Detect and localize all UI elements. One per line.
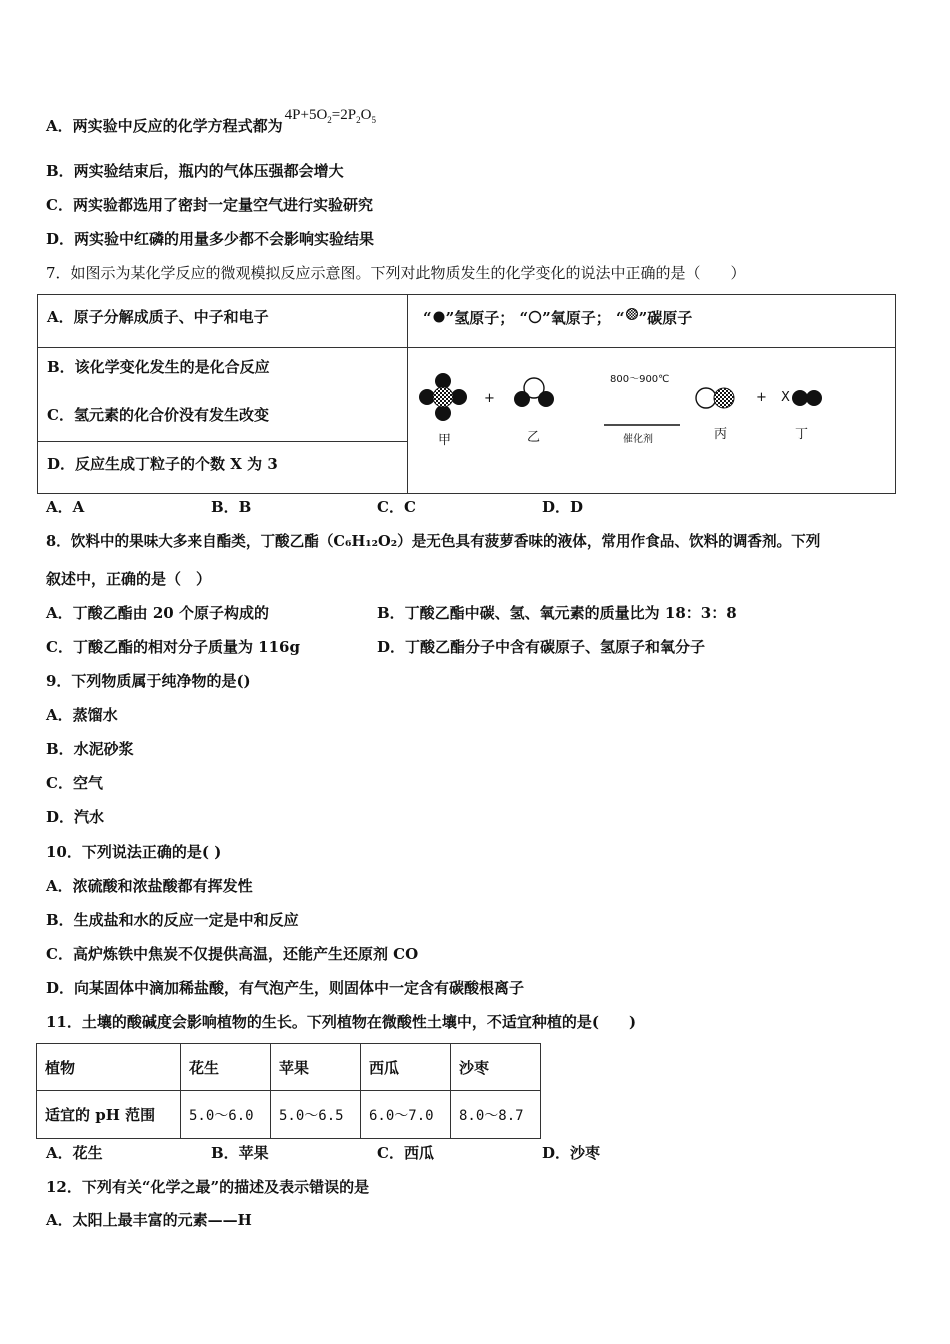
q10-option-c: C．高炉炼铁中焦炭不仅提供高温，还能产生还原剂 CO <box>46 945 419 963</box>
carbon-atom-icon <box>625 307 639 321</box>
label-ding: 丁 <box>795 427 809 442</box>
q9-option-d: D．汽水 <box>46 808 105 826</box>
hydrogen-atom-icon <box>432 310 446 324</box>
carbon-monoxide-molecule <box>696 388 734 408</box>
q6-equation: $4P+5O_2=2P_2O_5$ <box>284 107 376 125</box>
q9-stem: 9．下列物质属于纯净物的是() <box>46 672 251 690</box>
q7-table <box>37 294 896 494</box>
water-molecule <box>514 378 554 407</box>
table-cell: 5.0～6.5 <box>271 1091 361 1139</box>
label-bing: 丙 <box>714 427 728 442</box>
q8-stem-line2: 叙述中，正确的是（ ） <box>46 570 212 588</box>
q7-stem: 7．如图示为某化学反应的微观模拟反应示意图。下列对此物质发生的化学变化的说法中正确的是（ ） <box>46 264 746 282</box>
table-cell: 适宜的 pH 范围 <box>37 1091 181 1139</box>
q7-reaction-diagram <box>408 348 895 493</box>
q6-option-c: C．两实验都选用了密封一定量空气进行实验研究 <box>46 196 373 214</box>
q6-option-a <box>46 107 376 142</box>
q7-legend: “ ”氢原子； “ ”氧原子； “ ”碳原子 <box>423 309 693 327</box>
q8-option-b: B．丁酸乙酯中碳、氢、氧元素的质量比为 18：3：8 <box>377 604 737 622</box>
q9-option-c: C．空气 <box>46 774 103 792</box>
table-header-cell: 植物 <box>37 1044 181 1091</box>
q11-choice-a: A．花生 <box>46 1144 103 1162</box>
q8-option-a: A．丁酸乙酯由 20 个原子构成的 <box>46 604 269 622</box>
q7-row-a: A．原子分解成质子、中子和电子 <box>47 308 269 326</box>
q8-option-c: C．丁酸乙酯的相对分子质量为 116g <box>46 638 300 656</box>
q12-stem: 12．下列有关“化学之最”的描述及表示错误的是 <box>46 1178 370 1196</box>
table-header-cell: 西瓜 <box>361 1044 451 1091</box>
q7-choice-d: D．D <box>542 498 584 516</box>
reaction-condition: 800～900℃ <box>610 374 670 385</box>
plus-sign-1: + <box>484 391 495 406</box>
table-header-cell: 沙枣 <box>451 1044 541 1091</box>
table-cell: 5.0～6.0 <box>181 1091 271 1139</box>
label-jia: 甲 <box>438 433 452 448</box>
q12-option-a: A．太阳上最丰富的元素——H <box>46 1211 252 1229</box>
table-cell: 6.0～7.0 <box>361 1091 451 1139</box>
oxygen-atom-icon <box>528 310 542 324</box>
methane-molecule <box>419 373 467 421</box>
q9-option-b: B．水泥砂浆 <box>46 740 134 758</box>
q7-row-b: B．该化学变化发生的是化合反应 <box>47 358 270 376</box>
q10-option-d: D．向某固体中滴加稀盐酸，有气泡产生，则固体中一定含有碳酸根离子 <box>46 979 525 997</box>
q6-option-a-text: A．两实验中反应的化学方程式都为 <box>46 117 283 135</box>
q9-option-a: A．蒸馏水 <box>46 706 118 724</box>
q6-option-d: D．两实验中红磷的用量多少都不会影响实验结果 <box>46 230 375 248</box>
q10-option-a: A．浓硫酸和浓盐酸都有挥发性 <box>46 877 253 895</box>
q7-choice-a: A．A <box>46 498 85 516</box>
q11-choice-c: C．西瓜 <box>377 1144 434 1162</box>
coefficient-x: X <box>781 390 790 405</box>
q11-stem: 11．土壤的酸碱度会影响植物的生长。下列植物在微酸性土壤中，不适宜种植的是( ) <box>46 1013 637 1031</box>
table-header-cell: 苹果 <box>271 1044 361 1091</box>
q6-option-b: B．两实验结束后，瓶内的气体压强都会增大 <box>46 162 344 180</box>
q7-row-c: C．氢元素的化合价没有发生改变 <box>47 406 269 424</box>
q7-row-d: D．反应生成丁粒子的个数 X 为 3 <box>47 455 278 473</box>
q8-stem-line1: 8．饮料中的果味大多来自酯类，丁酸乙酯（C₆H₁₂O₂）是无色具有菠萝香味的液体，常用作食品、饮料的调香剂。下列 <box>46 533 821 550</box>
q8-option-d: D．丁酸乙酯分子中含有碳原子、氢原子和氧分子 <box>377 638 706 656</box>
q7-choice-c: C．C <box>377 498 416 516</box>
label-yi: 乙 <box>527 430 541 445</box>
q7-choice-b: B．B <box>211 498 252 516</box>
catalyst-label: 催化剂 <box>623 434 653 445</box>
plus-sign-2: + <box>756 390 767 405</box>
q11-choice-d: D．沙枣 <box>542 1144 601 1162</box>
hydrogen-molecule <box>792 390 822 406</box>
table-header-cell: 花生 <box>181 1044 271 1091</box>
table-cell: 8.0～8.7 <box>451 1091 541 1139</box>
q11-choice-b: B．苹果 <box>211 1144 269 1162</box>
q11-ph-table <box>36 1043 541 1139</box>
q10-option-b: B．生成盐和水的反应一定是中和反应 <box>46 911 299 929</box>
q10-stem: 10．下列说法正确的是( ) <box>46 843 222 861</box>
